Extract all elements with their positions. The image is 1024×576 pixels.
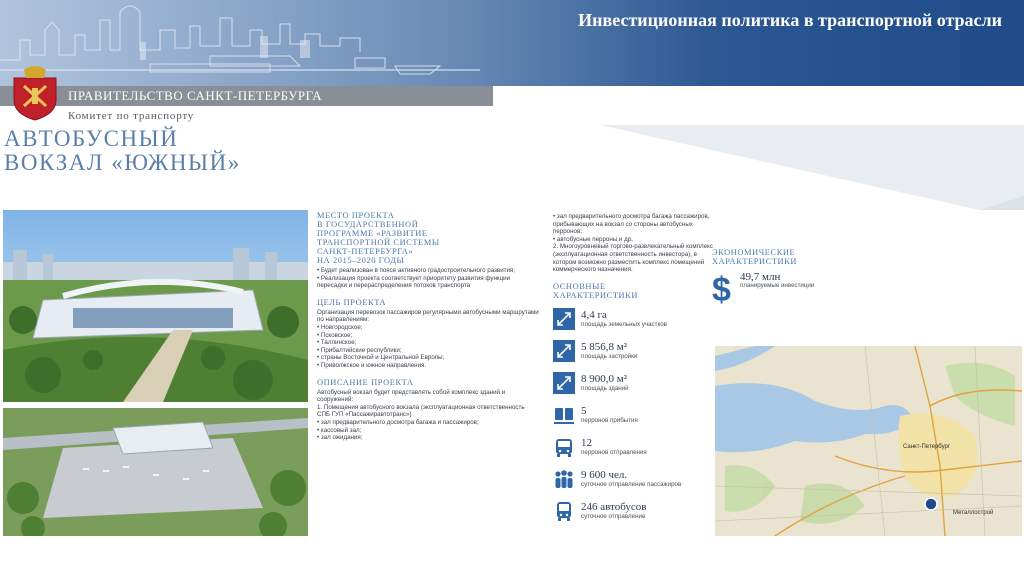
description-item: • зал ожидания; — [317, 434, 539, 442]
characteristic-value: 12 — [581, 437, 592, 450]
place-section-title — [317, 211, 539, 265]
characteristic-label: перронов прибытия — [581, 417, 638, 425]
place-title-line: ПРОГРАММЕ «РАЗВИТИЕ — [317, 229, 428, 238]
column-economic — [712, 248, 832, 309]
place-item: • Реализация проекта соответствует приоритету развития функции пересадки и перераспределения потоков транспорта — [317, 275, 539, 290]
characteristic-value: 246 автобусов — [581, 501, 647, 514]
characteristic-label: суточное отправление — [581, 513, 646, 521]
description-section-title: ОПИСАНИЕ ПРОЕКТА — [317, 377, 414, 387]
characteristic-row — [553, 434, 713, 460]
column-project-place-goal-description — [317, 211, 539, 442]
characteristic-row — [553, 306, 713, 332]
government-title: ПРАВИТЕЛЬСТВО САНКТ-ПЕТЕРБУРГА — [68, 88, 323, 103]
description-item: • зал предварительного досмотра багажа и пассажиров; — [317, 419, 539, 427]
intro-text: 2. Многоуровневый торгово-развлекательный комплекс (эксплуатационная ответственность инвестора), в котором возможно разместить комплекс помещений коммерческого назначения. — [553, 243, 713, 274]
characteristic-value: 5 — [581, 405, 587, 418]
project-title — [4, 127, 241, 175]
header-banner — [0, 0, 1024, 86]
place-title-line: В ГОСУДАРСТВЕННОЙ — [317, 220, 419, 229]
bus-platform-icon — [553, 404, 575, 426]
goal-item: • Прибалтийские республики; — [317, 347, 539, 355]
slide-title: Инвестиционная политика в транспортной отрасли — [578, 10, 1002, 30]
goal-section-title: ЦЕЛЬ ПРОЕКТА — [317, 297, 387, 307]
description-item: • кассовый зал; — [317, 427, 539, 435]
bus-icon — [553, 500, 575, 522]
coat-of-arms-icon — [8, 62, 62, 122]
project-title-line2: ВОКЗАЛ «ЮЖНЫЙ» — [4, 150, 241, 175]
people-icon — [553, 468, 575, 490]
goal-text: Организация перевозок пассажиров регулярными автобусными маршрутами по направлениям: — [317, 308, 539, 324]
place-title-line: НА 2015–2020 ГОДЫ — [317, 256, 405, 265]
bus-station-aerial-photo — [3, 408, 308, 536]
goal-item: • страны Восточной и Центральной Европы; — [317, 354, 539, 362]
area-expand-icon — [553, 308, 575, 330]
characteristics-section-title — [553, 282, 713, 300]
map-town-label: Металлострой — [953, 510, 994, 516]
characteristic-value: 8 900,0 м² — [581, 373, 628, 386]
characteristic-row — [553, 370, 713, 396]
place-title-line: ТРАНСПОРТНОЙ СИСТЕМЫ — [317, 238, 440, 247]
econ-title-line: ХАРАКТЕРИСТИКИ — [712, 257, 798, 266]
econ-title-line: ЭКОНОМИЧЕСКИЕ — [712, 248, 796, 257]
column-characteristics — [553, 213, 713, 524]
committee-subtitle: Комитет по транспорту — [68, 110, 195, 122]
place-title-line: САНКТ-ПЕТЕРБУРГА» — [317, 247, 414, 256]
location-map — [715, 346, 1022, 536]
bus-front-icon — [553, 436, 575, 458]
chars-title-line: ХАРАКТЕРИСТИКИ — [553, 290, 639, 300]
description-text: Автобусный вокзал будет представлять собой комплекс зданий и сооружений: — [317, 388, 506, 404]
bus-station-rendering-photo — [3, 210, 308, 402]
economic-value: 49,7 млн — [740, 271, 781, 283]
goal-item: • Новгородское; — [317, 324, 539, 332]
goal-item: • Таллинское; — [317, 339, 539, 347]
characteristic-row — [553, 402, 713, 428]
description-item: 1. Помещения автобусного вокзала (эксплуатационная ответственность СПБ ГУП «Пассажиравтотранс») — [317, 403, 525, 419]
characteristic-row — [553, 338, 713, 364]
goal-item: • Приволжское и южное направления. — [317, 362, 539, 370]
area-expand-icon — [553, 372, 575, 394]
place-item: • Будет реализован в поясе активного градостроительного развития; — [317, 267, 539, 275]
characteristic-label: суточное отправление пассажиров — [581, 481, 682, 489]
characteristic-value: 9 600 чел. — [581, 469, 628, 482]
characteristic-row — [553, 498, 713, 524]
characteristic-value: 5 856,8 м² — [581, 341, 628, 354]
characteristic-label: перронов отправления — [581, 449, 647, 457]
dollar-icon: $ — [712, 271, 731, 309]
place-title-line: МЕСТО ПРОЕКТА — [317, 211, 395, 220]
characteristic-value: 4,4 га — [581, 309, 607, 322]
characteristic-label: площадь земельных участков — [581, 321, 667, 329]
location-marker-icon — [925, 498, 937, 510]
goal-item: • Псковское; — [317, 332, 539, 340]
chars-title-line: ОСНОВНЫЕ — [553, 281, 606, 291]
intro-item: • зал предварительного досмотра багажа пассажиров, прибывающих на вокзал со стороны автобусных перронов; — [553, 213, 713, 236]
economic-section-title — [712, 248, 832, 266]
economic-row — [712, 271, 832, 309]
economic-label: планируемые инвестиции — [740, 281, 815, 289]
map-city-label: Санкт-Петербург — [903, 444, 951, 450]
intro-item: • автобусные перроны и др. — [553, 236, 713, 244]
area-expand-icon — [553, 340, 575, 362]
project-title-line1: АВТОБУСНЫЙ — [4, 126, 179, 151]
characteristic-row — [553, 466, 713, 492]
characteristic-label: площадь застройки — [581, 353, 638, 361]
characteristic-label: площадь зданий — [581, 385, 629, 393]
